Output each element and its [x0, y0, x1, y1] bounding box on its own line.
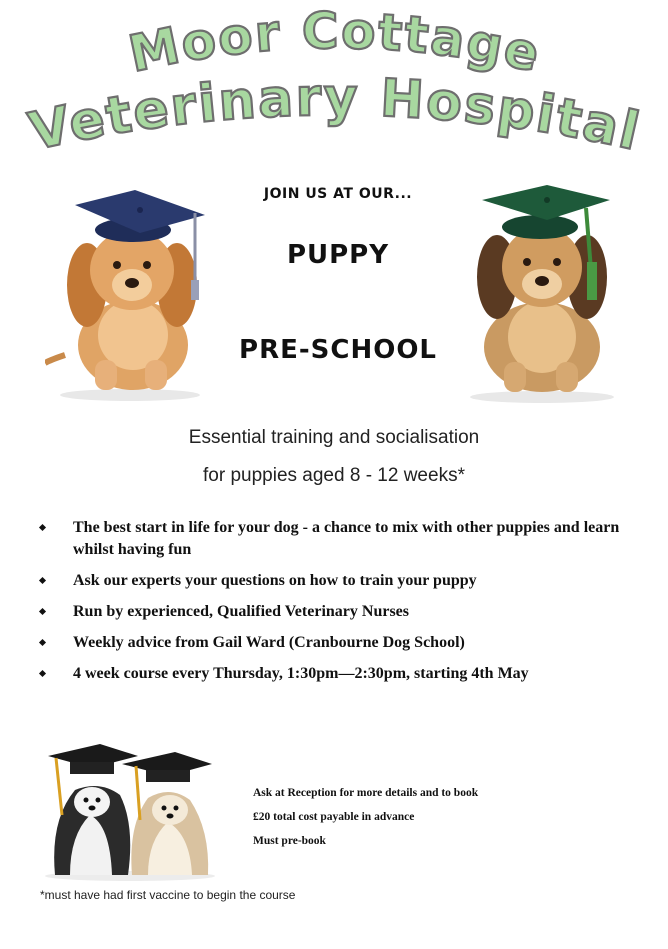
bullet-text: Ask our experts your questions on how to train your puppy — [73, 572, 477, 589]
vaccine-footnote: *must have had first vaccine to begin the course — [40, 888, 296, 902]
subtitle-line-1: Essential training and socialisation — [188, 427, 480, 448]
puppy-green-cap-illustration — [452, 182, 622, 407]
benefits-list — [40, 517, 630, 694]
puppy-heading: PUPPY — [286, 240, 390, 270]
diamond-bullet-icon — [39, 670, 46, 677]
list-item — [40, 517, 630, 561]
booking-info — [253, 787, 573, 859]
prebook-info-line: Must pre-book — [253, 835, 326, 847]
puppy-navy-cap-illustration — [45, 185, 220, 405]
join-us-heading: JOIN US AT OUR... — [263, 186, 413, 202]
diamond-bullet-icon — [39, 524, 46, 531]
subtitle-line-2: for puppies aged 8 - 12 weeks* — [203, 465, 465, 486]
list-item — [40, 632, 630, 654]
title-line-2: Veterinary Hospital — [24, 67, 647, 163]
title-line-1: Moor Cottage — [123, 1, 547, 84]
two-dogs-graduation-illustration — [40, 740, 220, 882]
hospital-title-wordart — [0, 0, 668, 175]
list-item — [40, 601, 630, 623]
bullet-text: The best start in life for your dog - a chance to mix with other puppies and learn whilst having fun — [73, 519, 620, 558]
list-item — [40, 570, 630, 592]
bullet-text: Weekly advice from Gail Ward (Cranbourne Dog School) — [73, 634, 465, 651]
diamond-bullet-icon — [39, 608, 46, 615]
preschool-heading: PRE-SCHOOL — [239, 335, 437, 365]
bullet-text: 4 week course every Thursday, 1:30pm—2:30pm, starting 4th May — [73, 665, 529, 682]
diamond-bullet-icon — [39, 639, 46, 646]
diamond-bullet-icon — [39, 577, 46, 584]
cost-info-line: £20 total cost payable in advance — [253, 811, 415, 823]
bullet-text: Run by experienced, Qualified Veterinary Nurses — [73, 603, 409, 620]
list-item — [40, 663, 630, 685]
booking-info-line: Ask at Reception for more details and to book — [253, 787, 479, 799]
